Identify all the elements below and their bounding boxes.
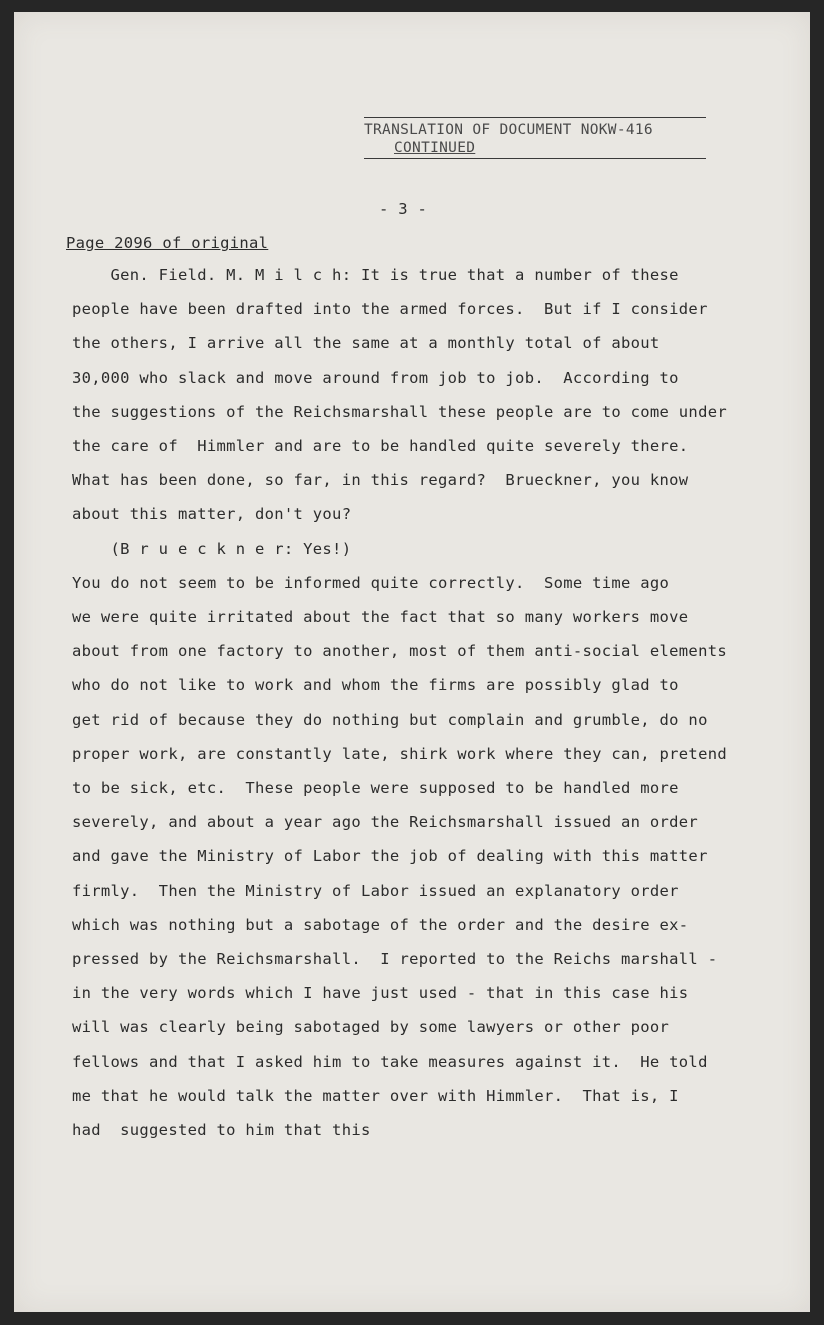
body-line: Gen. Field. M. M i l c h: It is true that a number of these <box>72 266 679 284</box>
body-line: pressed by the Reichsmarshall. I reported to the Reichs marshall - <box>72 950 718 968</box>
body-line: the suggestions of the Reichsmarshall these people are to come under <box>72 402 727 421</box>
body-line: (B r u e c k n e r: Yes!) <box>72 539 352 558</box>
body-line: which was nothing but a sabotage of the order and the desire ex- <box>72 915 689 934</box>
body-line: about this matter, don't you? <box>72 505 352 524</box>
body-line: the others, I arrive all the same at a monthly total of about <box>72 334 660 353</box>
body-line: the care of Himmler and are to be handled quite severely there. <box>72 437 689 455</box>
body-line: who do not like to work and whom the firms are possibly glad to <box>72 676 679 695</box>
body-line: get rid of because they do nothing but complain and grumble, do no <box>72 710 708 729</box>
body-line: will was clearly being sabotaged by some lawyers or other poor <box>72 1018 670 1037</box>
original-page-reference: Page 2096 of original <box>66 234 269 252</box>
header-continued: CONTINUED <box>394 140 476 156</box>
body-line: in the very words which I have just used - that in this case his <box>72 984 689 1003</box>
body-line: had suggested to him that this <box>72 1121 371 1139</box>
body-line: firmly. Then the Ministry of Labor issued an explanatory order <box>72 881 679 900</box>
body-line: What has been done, so far, in this regard? Brueckner, you know <box>72 471 689 490</box>
body-line: fellows and that I asked him to take measures against it. He told <box>72 1052 708 1071</box>
document-page <box>14 12 810 1312</box>
document-header <box>364 117 706 159</box>
body-line: me that he would talk the matter over with Himmler. That is, I <box>72 1086 679 1105</box>
body-line: severely, and about a year ago the Reichsmarshall issued an order <box>72 813 699 832</box>
body-line: proper work, are constantly late, shirk work where they can, pretend <box>72 744 727 763</box>
body-line: to be sick, etc. These people were supposed to be handled more <box>72 779 679 797</box>
body-line: 30,000 who slack and move around from job to job. According to <box>72 368 679 387</box>
body-line: about from one factory to another, most of them anti-social elements <box>72 642 727 661</box>
body-line: people have been drafted into the armed forces. But if I consider <box>72 300 708 319</box>
body-line: we were quite irritated about the fact that so many workers move <box>72 608 689 626</box>
page-number: - 3 - <box>379 200 428 218</box>
header-title: TRANSLATION OF DOCUMENT NOKW-416 <box>364 122 653 138</box>
body-line: You do not seem to be informed quite correctly. Some time ago <box>72 573 670 592</box>
body-line: and gave the Ministry of Labor the job of dealing with this matter <box>72 847 708 866</box>
